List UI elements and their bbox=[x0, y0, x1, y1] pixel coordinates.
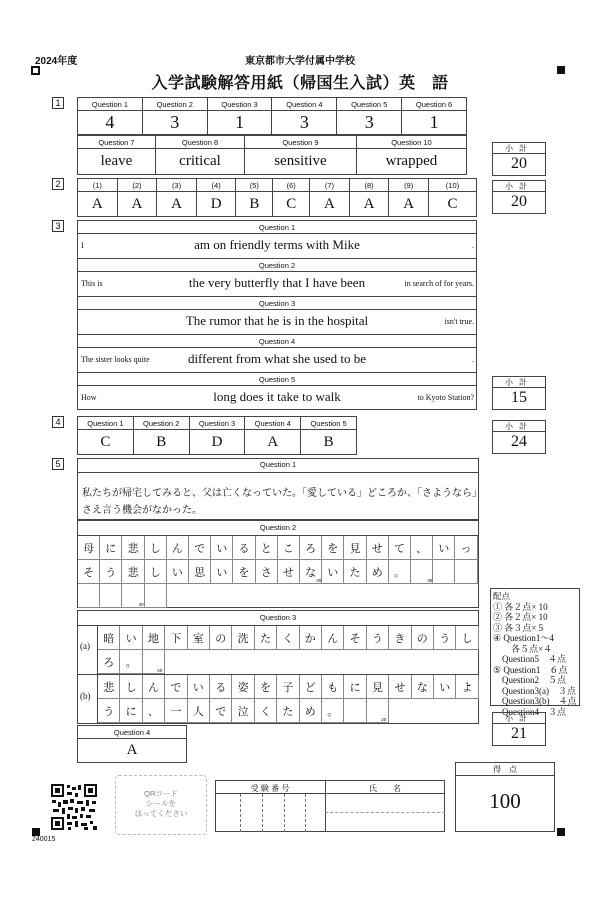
s4-subtotal-label: 小計 bbox=[493, 421, 545, 432]
s5-q3a-cell bbox=[143, 626, 165, 650]
s5-q3a-cell-char: き bbox=[394, 632, 406, 645]
name-label: 氏 名 bbox=[369, 784, 401, 793]
scoring-line: Question2 ５点 bbox=[493, 675, 566, 685]
s5-q3-label: Question 3 bbox=[259, 613, 297, 622]
scoring-line: ⑤ Question1 ６点 bbox=[493, 664, 568, 675]
s2-1-header: (1) bbox=[78, 179, 118, 192]
s5-q3a-cell bbox=[277, 626, 299, 650]
exam-number-slot-divider bbox=[305, 794, 306, 832]
s5-q1-label: Question 1 bbox=[259, 460, 297, 469]
s5-q3a-cell-char: し bbox=[461, 632, 473, 645]
s3-label-divider bbox=[77, 309, 477, 310]
s3-subtotal-label: 小計 bbox=[493, 377, 545, 388]
s5-q3b-cell-char: い bbox=[439, 681, 451, 694]
s5-q3b-cell bbox=[120, 699, 142, 723]
section-5-number: 5 bbox=[52, 458, 64, 470]
s5-q2-cell bbox=[167, 560, 189, 584]
s5-q2-cell-char: い bbox=[171, 566, 183, 579]
s2-9-header: (9) bbox=[389, 179, 429, 192]
s5-q3b-cell-char: よ bbox=[461, 681, 473, 694]
s5-q2-cell-char: う bbox=[105, 566, 117, 579]
s5-q2-cell bbox=[100, 536, 122, 560]
s5-q3a-cell bbox=[188, 626, 210, 650]
s5-q2-cell bbox=[100, 560, 122, 584]
s5-subtotal-label: 小計 bbox=[493, 713, 545, 724]
s5-q2-cell-char: る bbox=[238, 542, 250, 555]
s3-answer: the very butterfly that I have been bbox=[188, 275, 366, 290]
s5-q2-cell bbox=[256, 560, 278, 584]
s4-q5-header: Question 5 bbox=[301, 417, 357, 430]
s5-q2-cell bbox=[433, 536, 455, 560]
s5-q2-cell-char: い bbox=[438, 542, 450, 555]
s5-q3b-cell-char: に bbox=[125, 705, 137, 718]
s4-subtotal-value: 24 bbox=[511, 433, 527, 450]
s3-suffix-text: . bbox=[472, 355, 474, 364]
scoring-line: Question3(b) ４点 bbox=[493, 696, 577, 706]
s5-q3b-cell-char: め bbox=[304, 705, 316, 718]
s5-q3b-cell-char: 姿 bbox=[237, 681, 249, 694]
s2-7-header: (7) bbox=[310, 179, 350, 192]
s5-q3b-cell-char: 。 bbox=[327, 705, 339, 718]
s5-q2-cell bbox=[78, 560, 100, 584]
s5-q3b-cell-char: で bbox=[215, 705, 227, 718]
s2-2-header: (2) bbox=[117, 179, 157, 192]
s2-subtotal-value: 20 bbox=[511, 193, 527, 210]
section-4-number: 4 bbox=[52, 416, 64, 428]
s5-q3b-cell-char: い bbox=[192, 681, 204, 694]
s5-q3b-cell-char: 見 bbox=[371, 681, 383, 694]
qr-sticker-instruction: QRコード シールを はってください bbox=[134, 789, 188, 818]
s2-2-answer: A bbox=[117, 192, 157, 217]
s5-q2-cell bbox=[78, 584, 100, 608]
s5-q4-answer: A bbox=[78, 739, 187, 763]
total-score-box bbox=[455, 762, 555, 832]
s5-q3a-cell bbox=[322, 626, 344, 650]
s5-q3b-cell-char: 泣 bbox=[237, 705, 249, 718]
school-name: 東京都市大学付属中学校 bbox=[245, 56, 355, 67]
s5-q2-count-mark: 30 bbox=[316, 578, 322, 583]
s4-q4-header: Question 4 bbox=[245, 417, 301, 430]
section-1-number: 1 bbox=[52, 97, 64, 109]
s5-q2-cell bbox=[122, 536, 144, 560]
s5-q2-cell-char: 、 bbox=[416, 542, 428, 555]
s5-q2-cell-char: 思 bbox=[194, 566, 206, 579]
s1-q1-answer: 4 bbox=[78, 111, 143, 135]
s5-q4-label: Question 4 bbox=[78, 726, 187, 739]
s5-q2-cell-char: い bbox=[216, 566, 228, 579]
s5-q3a-cell-char: い bbox=[125, 632, 137, 645]
s3-answer: different from what she used to be bbox=[187, 351, 367, 366]
s5-q3a-cell-char: 洗 bbox=[237, 632, 249, 645]
s5-subtotal-value: 21 bbox=[511, 725, 527, 742]
s1-q4-header: Question 4 bbox=[272, 98, 337, 111]
s3-question-label: Question 2 bbox=[258, 261, 296, 270]
s3-label-divider bbox=[77, 385, 477, 386]
s4-q3-header: Question 3 bbox=[189, 417, 245, 430]
s2-10-answer: C bbox=[428, 192, 476, 217]
section-1-row2-table bbox=[77, 135, 467, 175]
s5-q2-cell-char: ん bbox=[171, 542, 183, 555]
s3-row-divider bbox=[77, 258, 477, 259]
s1-q9-answer: sensitive bbox=[245, 149, 357, 175]
s3-suffix-text: isn't true. bbox=[444, 317, 474, 326]
s1-q4-answer: 3 bbox=[272, 111, 337, 135]
s5-q2-cell-char: ろ bbox=[305, 542, 317, 555]
s1-subtotal-value: 20 bbox=[511, 155, 527, 172]
s5-q3a-cell bbox=[232, 626, 254, 650]
s4-subtotal-box bbox=[492, 420, 546, 454]
scoring-line: ② 各２点× 10 bbox=[493, 612, 548, 622]
s5-q2-cell-char: せ bbox=[282, 566, 294, 579]
s2-1-answer: A bbox=[78, 192, 118, 217]
s1-subtotal-box bbox=[492, 142, 546, 176]
s5-q2-cell bbox=[189, 560, 211, 584]
s3-prefix-text: How bbox=[81, 393, 97, 402]
s2-5-header: (5) bbox=[236, 179, 273, 192]
s5-q3-count-mark: 20 bbox=[157, 668, 163, 673]
section-2-table bbox=[77, 178, 477, 217]
s5-q2-cell bbox=[233, 560, 255, 584]
s5-q2-cell bbox=[211, 536, 233, 560]
s5-q2-cell bbox=[455, 536, 477, 560]
scoring-line: Question3(a) ３点 bbox=[493, 685, 576, 696]
scoring-line: Question5 ４点 bbox=[493, 654, 566, 664]
s5-q2-cell-char: で bbox=[194, 542, 206, 555]
s3-label-divider bbox=[77, 347, 477, 348]
s5-q3a-cell-char: ん bbox=[327, 632, 339, 645]
s5-q3b-label: (b) bbox=[80, 691, 91, 701]
s5-q2-cell-char: を bbox=[327, 542, 339, 555]
s5-q2-cell-char: を bbox=[238, 566, 250, 579]
s5-q2-cell bbox=[211, 560, 233, 584]
s5-q2-cell-char: こ bbox=[282, 542, 294, 555]
s5-q2-cell-char: 。 bbox=[393, 566, 405, 579]
s5-q2-cell bbox=[78, 536, 100, 560]
s5-q3b-cell-char: し bbox=[125, 681, 137, 694]
s5-q3a-cell bbox=[412, 626, 434, 650]
s5-q3b-cell-char: な bbox=[416, 681, 428, 694]
s3-prefix-text: I bbox=[81, 241, 84, 250]
s3-question-label: Question 5 bbox=[258, 375, 296, 384]
s3-answer: am on friendly terms with Mike bbox=[194, 237, 360, 252]
s1-q8-answer: critical bbox=[155, 149, 244, 175]
s5-q3b-cell-char: を bbox=[259, 681, 271, 694]
s5-q3a-cell bbox=[210, 626, 232, 650]
s5-q3-count-mark: 20 bbox=[381, 717, 387, 722]
s5-q2-cell bbox=[322, 536, 344, 560]
s5-q3a-cell bbox=[367, 626, 389, 650]
s1-q3-header: Question 3 bbox=[207, 98, 272, 111]
sheet-code: 240015 bbox=[32, 836, 56, 843]
s2-8-header: (8) bbox=[349, 179, 389, 192]
s5-q2-cell bbox=[278, 560, 300, 584]
s3-answer: The rumor that he is in the hospital bbox=[185, 313, 369, 328]
s5-q2-cell-char: 悲 bbox=[127, 566, 139, 579]
s5-q3a-cell bbox=[434, 626, 456, 650]
s5-q3a-cell bbox=[456, 626, 478, 650]
s1-q1-header: Question 1 bbox=[78, 98, 143, 111]
s5-subtotal-box bbox=[492, 712, 546, 746]
s5-q2-cell bbox=[167, 536, 189, 560]
section-2-number: 2 bbox=[52, 178, 64, 190]
s5-q3a-cell bbox=[98, 626, 120, 650]
s5-q3a-cell bbox=[98, 650, 120, 674]
s5-q2-count-mark: 40 bbox=[138, 602, 144, 607]
scoring-line: 各５点×４ bbox=[493, 643, 553, 654]
s3-prefix-text: The sister looks quite bbox=[81, 355, 150, 364]
exam-number-slot-divider bbox=[240, 794, 241, 832]
s5-q3a-label: (a) bbox=[80, 641, 90, 651]
s3-answer: long does it take to walk bbox=[213, 389, 341, 404]
s4-q1-answer: C bbox=[78, 430, 134, 455]
s5-q3b-cell-char: に bbox=[349, 681, 361, 694]
s5-q2-cell bbox=[122, 560, 144, 584]
s5-q3a-cell-char: の bbox=[215, 632, 227, 645]
s2-6-header: (6) bbox=[273, 179, 310, 192]
s4-q3-answer: D bbox=[189, 430, 245, 455]
s1-q8-header: Question 8 bbox=[155, 136, 244, 149]
s5-q3b-cell-char: 人 bbox=[192, 705, 204, 718]
s5-q3b-cell bbox=[120, 675, 142, 699]
s2-9-answer: A bbox=[389, 192, 429, 217]
s5-q3a-cell bbox=[165, 626, 187, 650]
s3-subtotal-box bbox=[492, 376, 546, 410]
s2-6-answer: C bbox=[273, 192, 310, 217]
s5-q3b-cell bbox=[98, 675, 120, 699]
s3-row-divider bbox=[77, 372, 477, 373]
s5-q3a-cell bbox=[300, 626, 322, 650]
total-score-label: 得 点 bbox=[456, 763, 554, 776]
s1-q10-answer: wrapped bbox=[356, 149, 466, 175]
s3-row-divider bbox=[77, 296, 477, 297]
s4-q4-answer: A bbox=[245, 430, 301, 455]
s5-q2-cell bbox=[367, 536, 389, 560]
s5-q3a-cell-char: の bbox=[416, 632, 428, 645]
s5-q3a-cell-char: た bbox=[259, 632, 271, 645]
s2-7-answer: A bbox=[310, 192, 350, 217]
s3-suffix-text: to Kyoto Station? bbox=[417, 393, 474, 402]
s5-q2-cell bbox=[145, 536, 167, 560]
s5-q3a-cell-char: ろ bbox=[103, 656, 115, 669]
s3-question-label: Question 1 bbox=[258, 223, 296, 232]
s5-q3b-cell bbox=[98, 699, 120, 723]
s5-q1-divider bbox=[77, 472, 479, 473]
s5-q3a-cell bbox=[389, 626, 411, 650]
s5-q2-cell-char: な bbox=[305, 566, 317, 579]
s5-q1-answer: 私たちが帰宅してみると、父は亡くなっていた。「愛している」どころか、「さようなら」さえ言う機会がなかった。 bbox=[82, 488, 477, 516]
s5-q3a-cell bbox=[120, 650, 142, 674]
s1-q9-header: Question 9 bbox=[245, 136, 357, 149]
s5-q2-cell-char: に bbox=[105, 542, 117, 555]
s5-q2-cell-char: し bbox=[149, 566, 161, 579]
s1-q7-header: Question 7 bbox=[78, 136, 156, 149]
s1-q5-answer: 3 bbox=[337, 111, 402, 135]
total-score-value: 100 bbox=[489, 789, 521, 813]
s1-q2-answer: 3 bbox=[142, 111, 207, 135]
s5-q2-cell bbox=[233, 536, 255, 560]
s2-3-answer: A bbox=[157, 192, 197, 217]
s5-q3b-cell-char: た bbox=[282, 705, 294, 718]
s5-q3b-cell-char: ん bbox=[147, 681, 159, 694]
name-midline bbox=[325, 812, 445, 813]
s5-q3a-cell bbox=[344, 626, 366, 650]
s1-q7-answer: leave bbox=[78, 149, 156, 175]
s1-q10-header: Question 10 bbox=[356, 136, 466, 149]
s2-10-header: (10) bbox=[428, 179, 476, 192]
s5-q3a-cell-char: 暗 bbox=[103, 632, 115, 645]
s2-4-answer: D bbox=[196, 192, 236, 217]
s4-q5-answer: B bbox=[301, 430, 357, 455]
s4-q2-header: Question 2 bbox=[133, 417, 189, 430]
s5-q2-cell-char: い bbox=[216, 542, 228, 555]
exam-number-slot-divider bbox=[284, 794, 285, 832]
s5-q3b-cell-char: も bbox=[327, 681, 339, 694]
qr-sticker-area bbox=[115, 775, 207, 835]
s3-prefix-text: This is bbox=[81, 279, 103, 288]
s5-q3a-cell-char: 室 bbox=[192, 632, 204, 645]
s2-subtotal-box bbox=[492, 180, 546, 214]
s3-label-divider bbox=[77, 271, 477, 272]
s5-q2-cell bbox=[256, 536, 278, 560]
s5-q2-label: Question 2 bbox=[259, 523, 297, 532]
s5-q2-cell-char: そ bbox=[83, 566, 95, 579]
s4-q1-header: Question 1 bbox=[78, 417, 134, 430]
s1-q5-header: Question 5 bbox=[337, 98, 402, 111]
registration-mark bbox=[32, 828, 40, 836]
s5-q2-cell-char: 母 bbox=[83, 542, 95, 555]
scoring-line: ④ Question1～4 bbox=[493, 633, 554, 643]
s5-q2-cell bbox=[300, 536, 322, 560]
s1-subtotal-label: 小計 bbox=[493, 143, 545, 154]
page-title: 入学試験解答用紙（帰国生入試）英 語 bbox=[151, 75, 449, 92]
s5-q3a-cell-char: か bbox=[304, 632, 316, 645]
s3-label-divider bbox=[77, 233, 477, 234]
section-3-number: 3 bbox=[52, 220, 64, 232]
section-1-row1-table bbox=[77, 97, 467, 135]
s1-q6-answer: 1 bbox=[402, 111, 467, 135]
s2-4-header: (4) bbox=[196, 179, 236, 192]
s5-q3b-cell-char: で bbox=[170, 681, 182, 694]
s5-q3a-cell bbox=[120, 626, 142, 650]
s5-q2-cell bbox=[189, 536, 211, 560]
exam-year: 2024年度 bbox=[35, 56, 78, 67]
s5-q2-cell-char: っ bbox=[460, 542, 472, 555]
s3-subtotal-value: 15 bbox=[511, 389, 527, 406]
s5-q2-cell-char: て bbox=[393, 542, 405, 555]
scoring-line: ① 各２点× 10 bbox=[493, 601, 548, 612]
s5-q2-cell-char: と bbox=[260, 542, 272, 555]
scoring-line: Question4 ３点 bbox=[493, 706, 566, 717]
s5-q3a-cell-char: く bbox=[282, 632, 294, 645]
s5-q2-cell-char: た bbox=[349, 566, 361, 579]
s5-q3b-cell-char: う bbox=[103, 705, 115, 718]
s2-5-answer: B bbox=[236, 192, 273, 217]
s5-q2-cell bbox=[278, 536, 300, 560]
s5-q2-cell bbox=[411, 536, 433, 560]
s5-q2-count-mark: 35 bbox=[427, 578, 433, 583]
s5-q2-cell-char: 悲 bbox=[127, 542, 139, 555]
s5-q3a-cell bbox=[255, 626, 277, 650]
s5-q2-cell-char: 見 bbox=[349, 542, 361, 555]
s5-q3b-cell-char: 一 bbox=[170, 705, 182, 718]
s5-q2-cell bbox=[389, 536, 411, 560]
s5-q2-cell bbox=[145, 560, 167, 584]
s5-q2-cell bbox=[344, 536, 366, 560]
s1-q3-answer: 1 bbox=[207, 111, 272, 135]
scoring-line: ③ 各３点× 5 bbox=[493, 622, 544, 633]
s5-q3a-cell-char: う bbox=[371, 632, 383, 645]
s2-8-answer: A bbox=[349, 192, 389, 217]
s5-q3a-cell-char: 下 bbox=[170, 632, 182, 645]
s3-suffix-text: . bbox=[472, 241, 474, 250]
s5-q2-cell-char: し bbox=[149, 542, 161, 555]
scoring-box bbox=[490, 588, 580, 717]
s3-question-label: Question 4 bbox=[258, 337, 296, 346]
s5-q3a-cell-char: う bbox=[439, 632, 451, 645]
s3-row-divider bbox=[77, 334, 477, 335]
s5-q3b-cell-char: く bbox=[259, 705, 271, 718]
s5-q2-cell bbox=[100, 584, 122, 608]
exam-number-slot-divider bbox=[262, 794, 263, 832]
scoring-title: 配点 bbox=[493, 591, 511, 601]
s5-q3a-cell-char: 。 bbox=[125, 656, 137, 669]
s3-question-label: Question 3 bbox=[258, 299, 296, 308]
qr-code-icon bbox=[50, 783, 98, 831]
s5-q3b-cell-char: 悲 bbox=[103, 681, 115, 694]
s4-q2-answer: B bbox=[133, 430, 189, 455]
s3-suffix-text: in search of for years. bbox=[404, 279, 474, 288]
s5-q3b-cell-char: 子 bbox=[282, 681, 294, 694]
s5-q3b-cell-char: ど bbox=[304, 681, 316, 694]
s5-q3a-cell-char: 地 bbox=[147, 632, 159, 645]
exam-number-label: 受 験 番 号 bbox=[250, 784, 290, 793]
s5-q2-cell-char: さ bbox=[260, 566, 272, 579]
s1-q6-header: Question 6 bbox=[402, 98, 467, 111]
s5-q3a-cell-char: そ bbox=[349, 632, 361, 645]
s5-q3b-cell-char: せ bbox=[394, 681, 406, 694]
s2-3-header: (3) bbox=[157, 179, 197, 192]
s1-q2-header: Question 2 bbox=[142, 98, 207, 111]
s5-q3b-cell-char: 、 bbox=[147, 705, 159, 718]
s5-q2-cell-char: め bbox=[371, 566, 383, 579]
section-4-table bbox=[77, 416, 357, 455]
s5-q2-cell-char: せ bbox=[371, 542, 383, 555]
s5-q3b-cell-char: る bbox=[215, 681, 227, 694]
s5-q2-cell-char: い bbox=[327, 566, 339, 579]
s5-q4-table bbox=[77, 725, 187, 763]
s2-subtotal-label: 小計 bbox=[493, 181, 545, 192]
